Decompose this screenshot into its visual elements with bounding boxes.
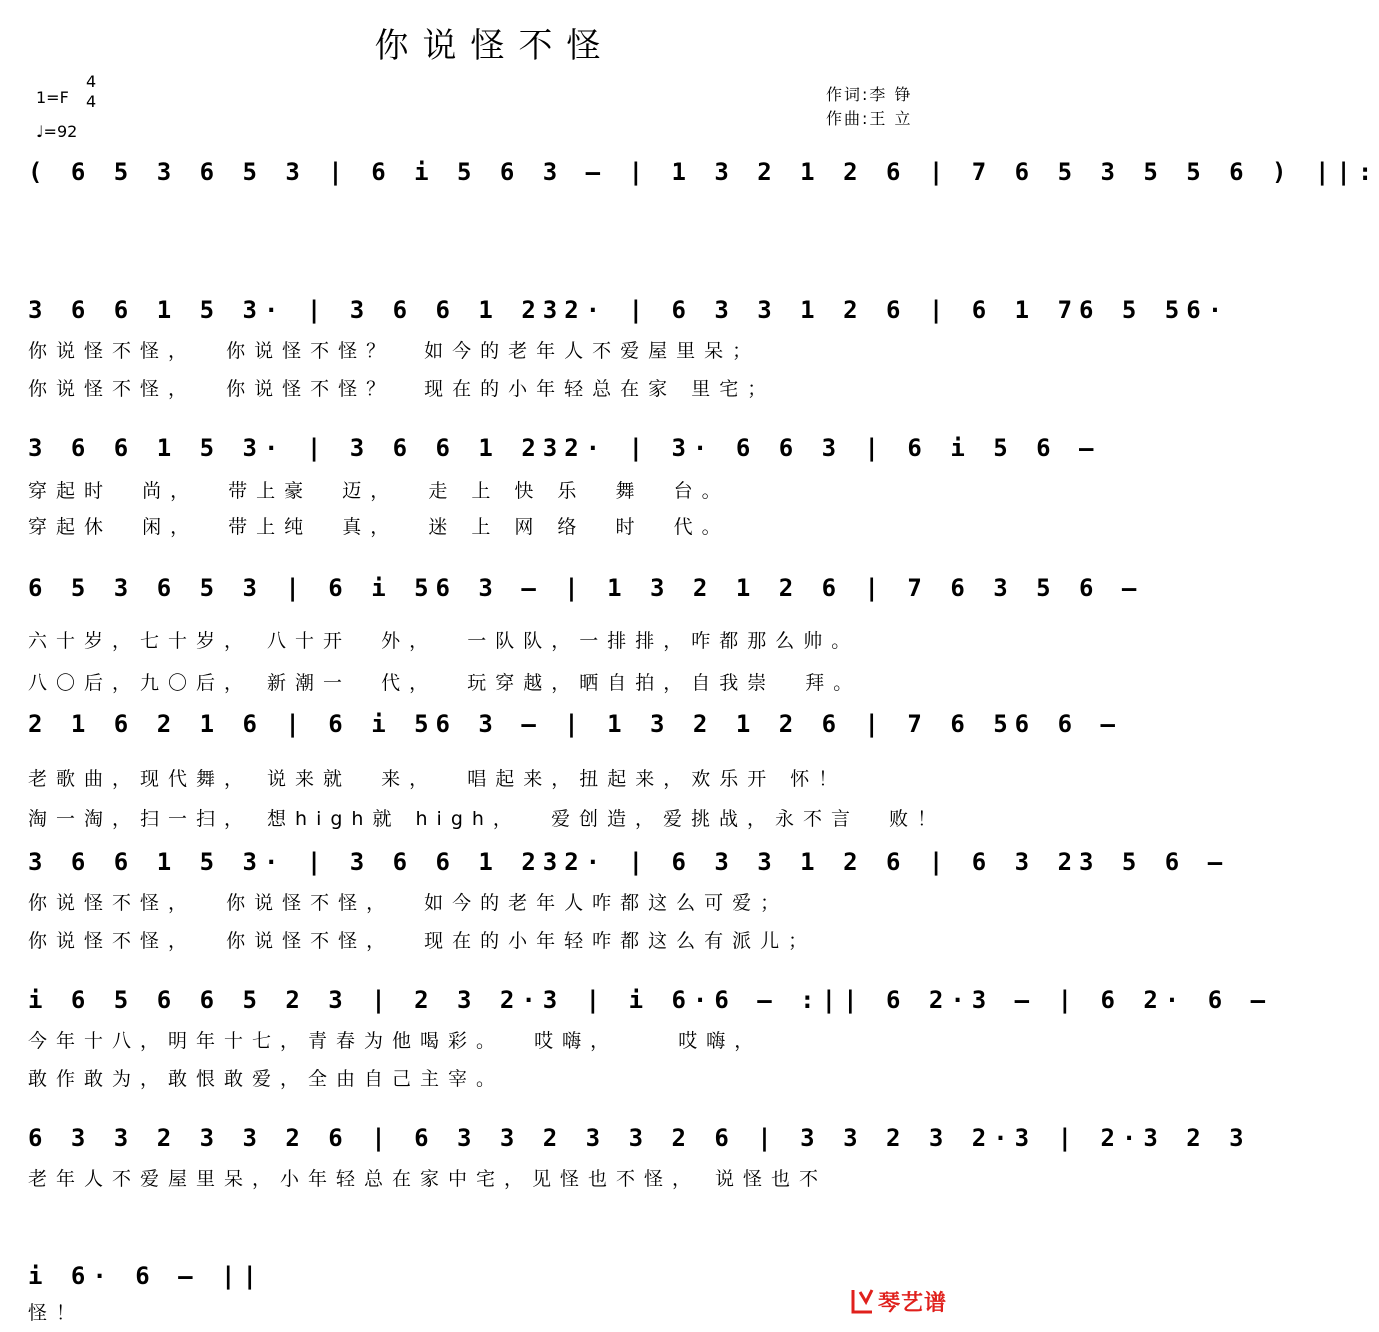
notation-line: 3 6 6 1 5 3· | 3 6 6 1 232· | 6 3 3 1 2 6 | 6 1 76 5 56· <box>28 296 1230 324</box>
site-logo <box>850 1286 976 1320</box>
key-signature: 1=F <box>36 88 69 107</box>
notation-line: 2 1 6 2 1 6 | 6 i 56 3 – | 1 3 2 1 2 6 | 7 6 56 6 – <box>28 710 1122 738</box>
lyric-verse-1: 老歌曲，现代舞， 说来就 来， 唱起来，扭起来，欢乐开 怀！ <box>28 768 847 790</box>
lyric-verse-2: 淘一淘，扫一扫， 想high就 high， 爱创造，爱挑战，永不言 败！ <box>28 808 946 830</box>
notation-line: ( 6 5 3 6 5 3 | 6 i 5 6 3 – | 1 3 2 1 2 6 | 7 6 5 3 5 5 6 ) ||: <box>28 158 1379 186</box>
time-signature <box>86 72 96 112</box>
tempo-mark: ♩=92 <box>36 122 78 141</box>
lyric-verse-1: 老年人不爱屋里呆，小年轻总在家中宅，见怪也不怪， 说怪也不 <box>28 1168 828 1190</box>
lyric-verse-1: 穿起时 尚， 带上豪 迈， 走 上 快 乐 舞 台。 <box>28 480 730 502</box>
lyric-verse-1: 你说怪不怪， 你说怪不怪， 如今的老年人咋都这么可爱； <box>28 892 789 914</box>
notation-line: 3 6 6 1 5 3· | 3 6 6 1 232· | 3· 6 6 3 | 6 i 5 6 – <box>28 434 1101 462</box>
lyric-verse-1: 你说怪不怪， 你说怪不怪？ 如今的老年人不爱屋里呆； <box>28 340 761 362</box>
lyricist-credit: 作词:李 铮 <box>826 85 913 104</box>
meter-top: 4 <box>86 72 97 91</box>
notation-line: 3 6 6 1 5 3· | 3 6 6 1 232· | 6 3 3 1 2 6 | 6 3 23 5 6 – <box>28 848 1230 876</box>
song-title: 你说怪不怪 <box>374 26 615 66</box>
lyric-verse-2: 敢作敢为，敢恨敢爱，全由自己主宰。 <box>28 1068 505 1090</box>
lyric-verse-2: 穿起休 闲， 带上纯 真， 迷 上 网 络 时 代。 <box>28 516 730 538</box>
notation-line: i 6· 6 – || <box>28 1262 264 1290</box>
logo-text: 琴艺谱 <box>878 1291 948 1316</box>
logo-mark-icon <box>850 1286 876 1316</box>
composer-credit: 作曲:王 立 <box>826 109 913 128</box>
lyric-verse-1: 怪！ <box>28 1302 85 1324</box>
lyric-verse-1: 六十岁，七十岁， 八十开 外， 一队队，一排排，咋都那么帅。 <box>28 630 860 652</box>
meter-bottom: 4 <box>86 92 97 111</box>
lyric-verse-1: 今年十八，明年十七，青春为他喝彩。 哎嗨， 哎嗨， <box>28 1030 763 1052</box>
lyric-verse-2: 你说怪不怪， 你说怪不怪？ 现在的小年轻总在家 里宅； <box>28 378 776 400</box>
notation-line: i 6 5 6 6 5 2 3 | 2 3 2·3 | i 6·6 – :|| 6 2·3 – | 6 2· 6 – <box>28 986 1273 1014</box>
lyric-verse-2: 你说怪不怪， 你说怪不怪， 现在的小年轻咋都这么有派儿； <box>28 930 817 952</box>
notation-line: 6 5 3 6 5 3 | 6 i 56 3 – | 1 3 2 1 2 6 | 7 6 3 5 6 – <box>28 574 1144 602</box>
lyric-verse-2: 八〇后，九〇后， 新潮一 代， 玩穿越，晒自拍，自我崇 拜。 <box>28 672 862 694</box>
notation-line: 6 3 3 2 3 3 2 6 | 6 3 3 2 3 3 2 6 | 3 3 2 3 2·3 | 2·3 2 3 <box>28 1124 1251 1152</box>
